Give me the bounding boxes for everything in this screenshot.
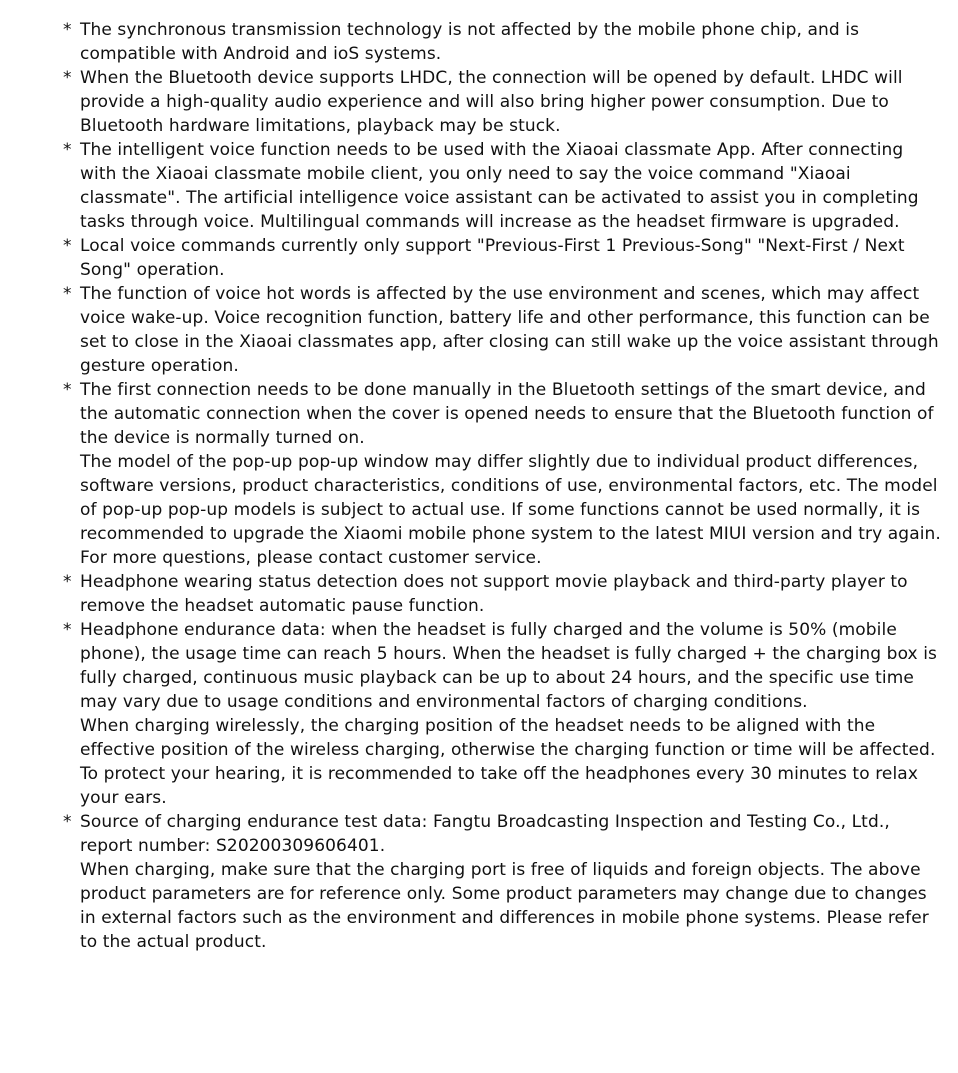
note-item <box>0 570 958 618</box>
note-paragraph: When the Bluetooth device supports LHDC, the connection will be opened by default. LHDC will provide a high-quality audio experience and will also bring higher power consumption. Due to Bluetooth hardware limitations, playback may be stuck. <box>80 68 903 136</box>
note-item <box>0 234 958 282</box>
bullet-asterisk: * <box>63 20 72 40</box>
note-paragraph: The model of the pop-up pop-up window may differ slightly due to individual product differences, software versions, product characteristics, conditions of use, environmental factors, etc. The model of pop-up pop-up models is subject to actual use. If some functions cannot be used normally, it is recommended to upgrade the Xiaomi mobile phone system to the latest MIUI version and try again. For more questions, please contact customer service. <box>80 452 941 568</box>
bullet-asterisk: * <box>63 140 72 160</box>
notes-page <box>0 18 958 954</box>
note-item <box>0 66 958 138</box>
notes-list <box>0 18 958 954</box>
note-paragraph: The intelligent voice function needs to be used with the Xiaoai classmate App. After connecting with the Xiaoai classmate mobile client, you only need to say the voice command "Xiaoai classmate". The artificial intelligence voice assistant can be activated to assist you in completing tasks through voice. Multilingual commands will increase as the headset firmware is upgraded. <box>80 140 919 232</box>
note-paragraph: When charging wirelessly, the charging position of the headset needs to be aligned with the effective position of the wireless charging, otherwise the charging function or time will be affected. <box>80 716 936 760</box>
note-item <box>0 810 958 954</box>
note-paragraph: To protect your hearing, it is recommended to take off the headphones every 30 minutes to relax your ears. <box>80 764 918 808</box>
note-paragraph: Local voice commands currently only support "Previous-First 1 Previous-Song" "Next-First / Next Song" operation. <box>80 236 905 280</box>
note-item <box>0 18 958 66</box>
note-item <box>0 618 958 810</box>
note-item <box>0 282 958 378</box>
bullet-asterisk: * <box>63 572 72 592</box>
note-item <box>0 138 958 234</box>
bullet-asterisk: * <box>63 68 72 88</box>
bullet-asterisk: * <box>63 620 72 640</box>
note-paragraph: Headphone endurance data: when the headset is fully charged and the volume is 50% (mobile phone), the usage time can reach 5 hours. When the headset is fully charged + the charging box is fully charged, continuous music playback can be up to about 24 hours, and the specific use time may vary due to usage conditions and environmental factors of charging conditions. <box>80 620 937 712</box>
note-paragraph: Source of charging endurance test data: Fangtu Broadcasting Inspection and Testing Co., Ltd., report number: S20200309606401. <box>80 812 890 856</box>
bullet-asterisk: * <box>63 236 72 256</box>
bullet-asterisk: * <box>63 380 72 400</box>
bullet-asterisk: * <box>63 284 72 304</box>
note-paragraph: The function of voice hot words is affected by the use environment and scenes, which may affect voice wake-up. Voice recognition function, battery life and other performance, this function can be set to close in the Xiaoai classmates app, after closing can still wake up the voice assistant through gesture operation. <box>80 284 939 376</box>
note-paragraph: Headphone wearing status detection does not support movie playback and third-party player to remove the headset automatic pause function. <box>80 572 908 616</box>
note-paragraph: The synchronous transmission technology is not affected by the mobile phone chip, and is compatible with Android and ioS systems. <box>80 20 860 64</box>
note-item <box>0 378 958 570</box>
note-paragraph: When charging, make sure that the charging port is free of liquids and foreign objects. The above product parameters are for reference only. Some product parameters may change due to changes in external factors such as the environment and differences in mobile phone systems. Please refer to the actual product. <box>80 860 929 952</box>
note-paragraph: The first connection needs to be done manually in the Bluetooth settings of the smart device, and the automatic connection when the cover is opened needs to ensure that the Bluetooth function of the device is normally turned on. <box>80 380 934 448</box>
bullet-asterisk: * <box>63 812 72 832</box>
